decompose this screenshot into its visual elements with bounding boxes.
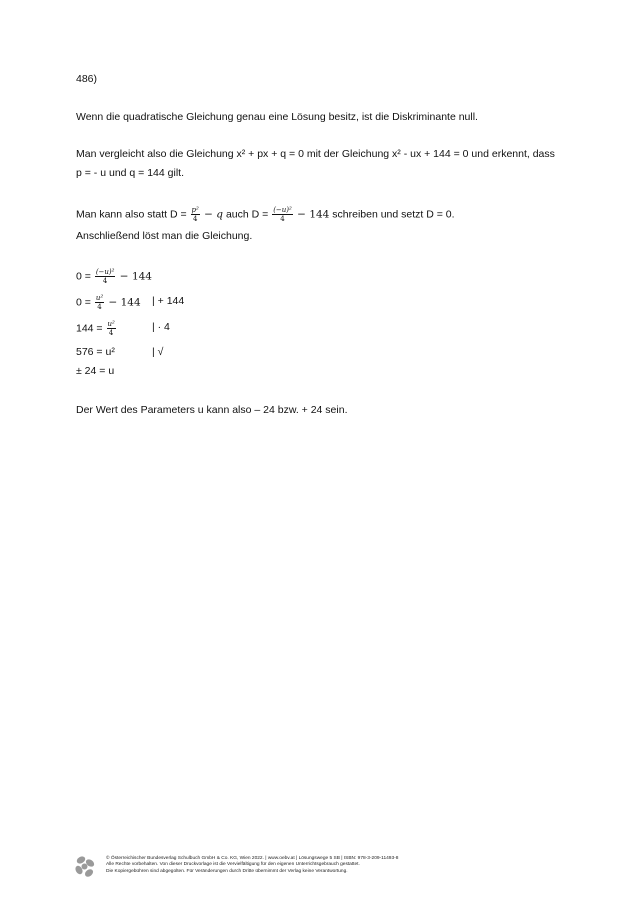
equation-step-2: 0 = $\frac{\text{u²}}{4}$ − 144 — [76, 294, 141, 311]
equation-step-5: ± 24 = u — [76, 365, 115, 377]
publisher-logo-icon — [72, 854, 98, 880]
formula-middle: auch D = — [223, 208, 272, 221]
paragraph-discriminant: Wenn die quadratische Gleichung genau eine Lösung besitz, ist die Diskriminante null. — [76, 111, 478, 123]
formula-suffix: schreiben und setzt D = 0. — [329, 208, 455, 221]
fraction-p-squared: $\frac{\text{p²}}{4}$ — [191, 206, 199, 223]
paragraph-discriminant-formula — [76, 206, 455, 223]
equation-step-3-operation: | · 4 — [152, 321, 170, 333]
paragraph-compare-line2: p = - u und q = 144 gilt. — [76, 167, 184, 179]
equation-step-2-operation: | + 144 — [152, 295, 185, 307]
conclusion: Der Wert des Parameters u kann also – 24 bzw. + 24 sein. — [76, 404, 348, 416]
formula-minus-144: − 144 — [293, 208, 330, 221]
equation-step-4-operation: | √ — [152, 346, 164, 358]
equation-step-4: 576 = u² — [76, 346, 115, 358]
footer-line-3: Die Kopiergebühren sind abgegolten. Für Veränderungen durch Dritte übernimmt der Verlag keine Verantwortung. — [106, 868, 348, 874]
step-1-fraction: $\frac{\text{(−u)²}}{4}$ — [95, 268, 115, 285]
formula-minus-q: − q — [200, 208, 224, 221]
footer-copyright — [106, 856, 398, 875]
step-2-fraction: $\frac{\text{u²}}{4}$ — [95, 294, 104, 311]
step-3-fraction: $\frac{\text{u²}}{4}$ — [107, 320, 115, 337]
equation-step-1: 0 = $\frac{\text{(−u)²}}{4}$ − 144 — [76, 268, 152, 285]
paragraph-solve: Anschließend löst man die Gleichung. — [76, 230, 253, 242]
footer-line-2: Alle Rechte vorbehalten. Von dieser Druckvorlage ist die Vervielfältigung für den eigenen Unterrichtsgebrauch gestattet. — [106, 862, 360, 868]
formula-prefix: Man kann also statt D = — [76, 208, 190, 221]
footer-line-1: © Österreichischer Bundesverlag Schulbuch GmbH & Co. KG, Wien 2022. | www.oebv.at | Lösungswege 5 SB | ISBN: 978-3-209-11493-8 — [106, 856, 399, 861]
fraction-minus-u-squared: $\frac{\text{(−u)²}}{4}$ — [273, 206, 292, 223]
paragraph-compare-line1: Man vergleicht also die Gleichung x² + px + q = 0 mit der Gleichung x² - ux + 144 = 0 und erkennt, dass — [76, 148, 555, 160]
task-number: 486) — [76, 73, 98, 85]
equation-step-3: 144 = $\frac{\text{u²}}{4}$ — [76, 320, 115, 337]
